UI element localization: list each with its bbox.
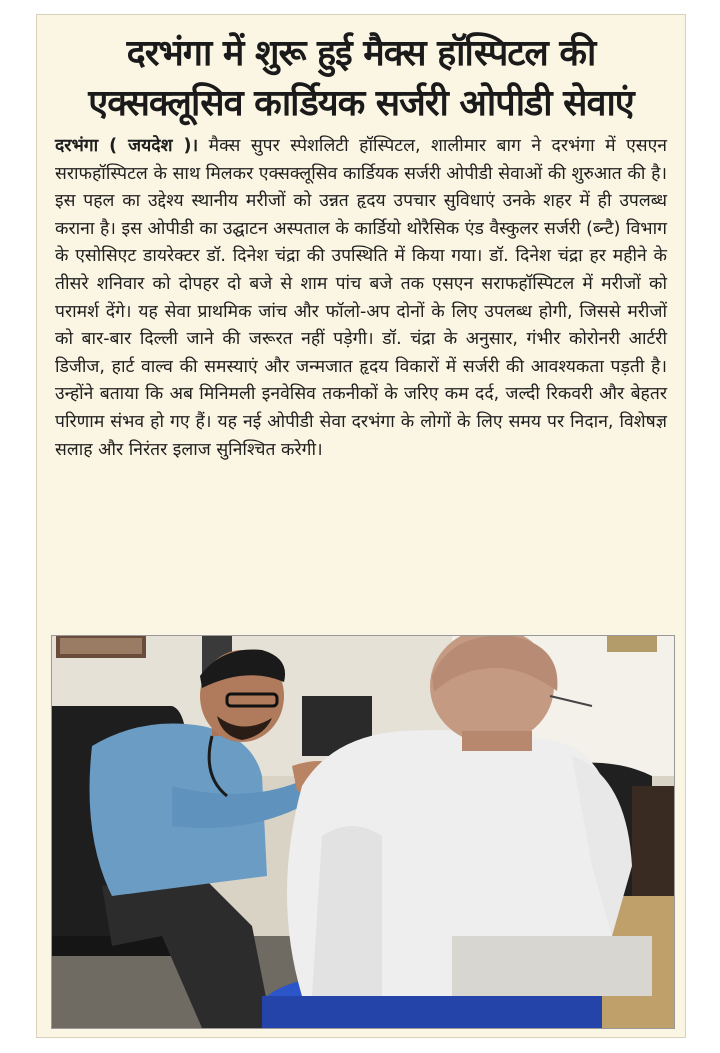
headline-line-2: एक्सक्लूसिव कार्डियक सर्जरी ओपीडी सेवाएं <box>88 83 634 124</box>
headline <box>37 15 685 129</box>
dateline: दरभंगा ( जयदेश )। <box>55 136 199 156</box>
headline-line-1: दरभंगा में शुरू हुई मैक्स हॉस्पिटल की <box>126 33 596 74</box>
newspaper-clipping <box>36 14 686 1038</box>
article-photo <box>51 635 675 1029</box>
article-text: मैक्स सुपर स्पेशलिटी हॉस्पिटल, शालीमार बाग ने दरभंगा में एसएन सराफहॉस्पिटल के साथ मिलकर एक्सक्लूसिव कार्डियक सर्जरी ओपीडी सेवाओं की शुरुआत की है। इस पहल का उद्देश्य स्थानीय मरीजों को उन्नत हृदय उपचार सुविधाएं उनके शहर में ही उपलब्ध कराना है। इस ओपीडी का उद्घाटन अस्पताल के कार्डियो थोरैसिक एंड वैस्कुलर सर्जरी (ब्न्टै) विभाग के एसोसिएट डायरेक्टर डॉ. दिनेश चंद्रा की उपस्थिति में किया गया। डॉ. दिनेश चंद्रा हर महीने के तीसरे शनिवार को दोपहर दो बजे से शाम पांच बजे तक एसएन सराफहॉस्पिटल में मरीजों को परामर्श देंगे। यह सेवा प्राथमिक जांच और फॉलो-अप दोनों के लिए उपलब्ध होगी, जिससे मरीजों को बार-बार दिल्ली जाने की जरूरत नहीं पड़ेगी। डॉ. चंद्रा के अनुसार, गंभीर कोरोनरी आर्टरी डिजीज, हार्ट वाल्व की समस्याएं और जन्मजात हृदय विकारों में सर्जरी की आवश्यकता पड़ती है। उन्होंने बताया कि अब मिनिमली इनवेसिव तकनीकों के जरिए कम दर्द, जल्दी रिकवरी और बेहतर परिणाम संभव हो गए हैं। यह नई ओपीडी सेवा दरभंगा के लोगों के लिए समय पर निदान, विशेषज्ञ सलाह और निरंतर इलाज सुनिश्चित करेगी। <box>55 136 667 460</box>
photo-doctor-examining-patient <box>52 636 674 1028</box>
article-body <box>55 133 667 464</box>
